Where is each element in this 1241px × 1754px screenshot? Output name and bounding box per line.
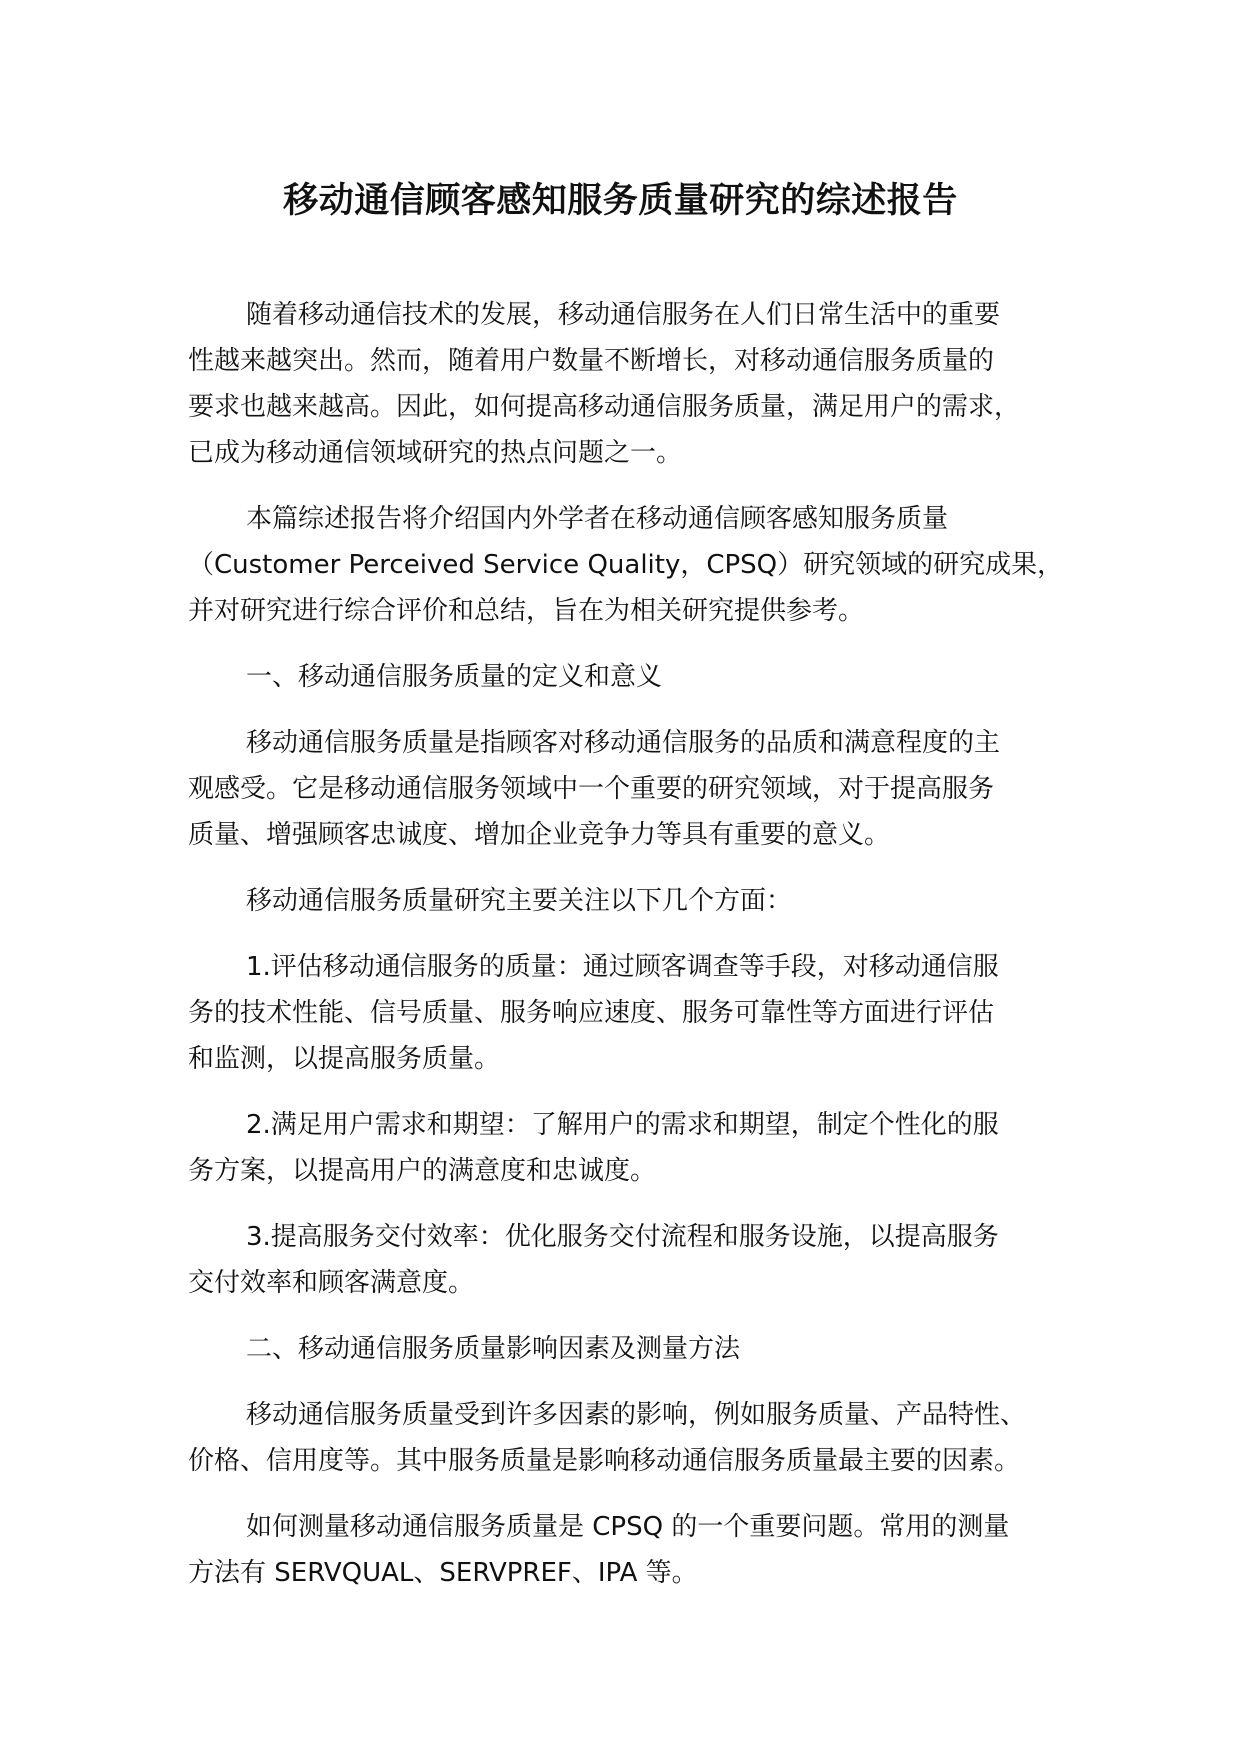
paragraph-measurement xyxy=(188,1504,1078,1596)
section-heading-text: 二、移动通信服务质量影响因素及测量方法 xyxy=(246,1334,741,1364)
paragraph-line: 移动通信服务质量受到许多因素的影响，例如服务质量、产品特性、 xyxy=(246,1400,1027,1430)
paragraph-intro xyxy=(188,292,1078,476)
paragraph-line: 要求也越来越高。因此，如何提高移动通信服务质量，满足用户的需求， xyxy=(188,392,1021,422)
list-item-1 xyxy=(188,944,1078,1082)
paragraph-line: 方法有 SERVQUAL、SERVPREF、IPA 等。 xyxy=(188,1558,698,1588)
paragraph-factors xyxy=(188,1392,1078,1484)
document-body xyxy=(188,292,1078,1616)
paragraph-line: 1.评估移动通信服务的质量：通过顾客调查等手段，对移动通信服 xyxy=(246,952,999,982)
list-item-2 xyxy=(188,1102,1078,1194)
section-heading-text: 一、移动通信服务质量的定义和意义 xyxy=(246,662,663,692)
section-heading-2 xyxy=(188,1326,1078,1372)
paragraph-line: 质量、增强顾客忠诚度、增加企业竞争力等具有重要的意义。 xyxy=(188,820,891,850)
paragraph-line: 交付效率和顾客满意度。 xyxy=(188,1268,475,1298)
paragraph-scope xyxy=(188,496,1078,634)
paragraph-line: 3.提高服务交付效率：优化服务交付流程和服务设施，以提高服务 xyxy=(246,1222,999,1252)
paragraph-line: 务的技术性能、信号质量、服务响应速度、服务可靠性等方面进行评估 xyxy=(188,998,995,1028)
paragraph-line: 移动通信服务质量是指顾客对移动通信服务的品质和满意程度的主 xyxy=(246,728,1001,758)
paragraph-line: （Customer Perceived Service Quality，CPSQ）研究领域的研究成果， xyxy=(188,550,1064,580)
paragraph-line: 本篇综述报告将介绍国内外学者在移动通信顾客感知服务质量 xyxy=(246,504,949,534)
paragraph-line: 已成为移动通信领域研究的热点问题之一。 xyxy=(188,438,683,468)
paragraph-line: 如何测量移动通信服务质量是 CPSQ 的一个重要问题。常用的测量 xyxy=(246,1512,1010,1542)
paragraph-line: 和监测，以提高服务质量。 xyxy=(188,1044,501,1074)
paragraph-line: 移动通信服务质量研究主要关注以下几个方面： xyxy=(246,886,793,916)
paragraph-focus-intro xyxy=(188,878,1078,924)
paragraph-line: 随着移动通信技术的发展，移动通信服务在人们日常生活中的重要 xyxy=(246,300,1001,330)
paragraph-line: 观感受。它是移动通信服务领域中一个重要的研究领域，对于提高服务 xyxy=(188,774,995,804)
section-heading-1 xyxy=(188,654,1078,700)
paragraph-line: 务方案，以提高用户的满意度和忠诚度。 xyxy=(188,1156,657,1186)
paragraph-line: 性越来越突出。然而，随着用户数量不断增长，对移动通信服务质量的 xyxy=(188,346,995,376)
document-title: 移动通信顾客感知服务质量研究的综述报告 xyxy=(283,181,958,221)
paragraph-line: 价格、信用度等。其中服务质量是影响移动通信服务质量最主要的因素。 xyxy=(188,1446,1021,1476)
paragraph-definition xyxy=(188,720,1078,858)
paragraph-line: 并对研究进行综合评价和总结，旨在为相关研究提供参考。 xyxy=(188,596,865,626)
list-item-3 xyxy=(188,1214,1078,1306)
paragraph-line: 2.满足用户需求和期望：了解用户的需求和期望，制定个性化的服 xyxy=(246,1110,999,1140)
